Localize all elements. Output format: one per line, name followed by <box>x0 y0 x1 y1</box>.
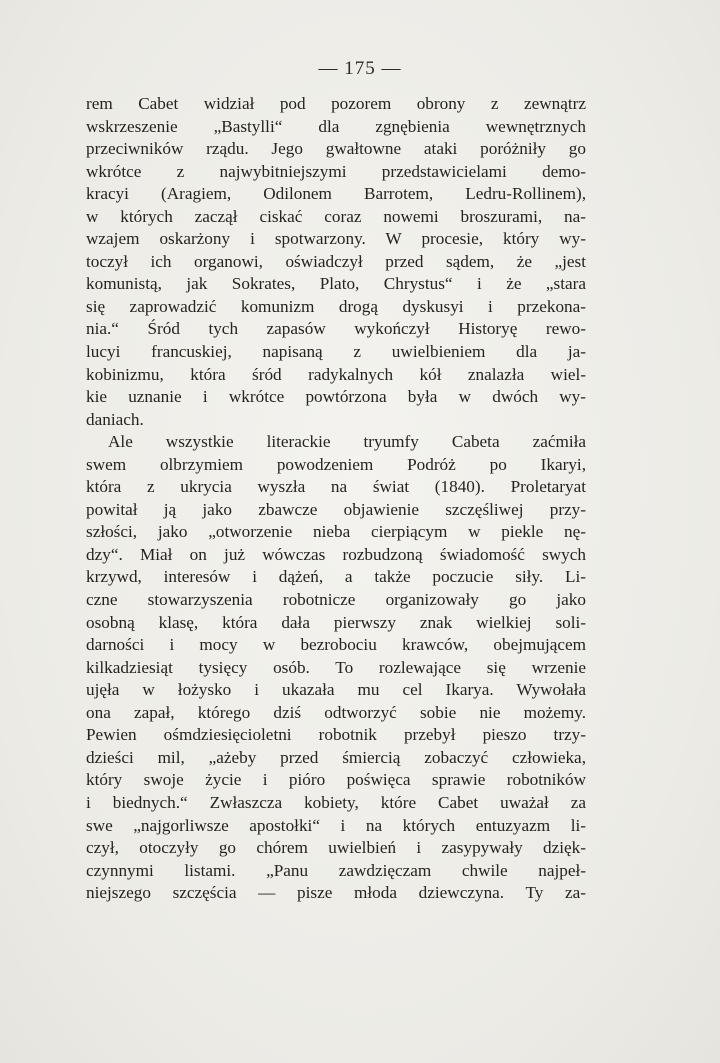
text-line: czył, otoczyły go chórem uwielbień i zasypywały dzięk- <box>86 838 586 858</box>
text-line: szłości, jako „otworzenie nieba cierpiącym w piekle nę- <box>86 522 586 542</box>
text-line: który swoje życie i pióro poświęca sprawie robotników <box>86 770 586 790</box>
text-line: daniach. <box>86 409 144 429</box>
text-line: ona zapał, którego dziś odtworzyć sobie nie możemy. <box>86 702 586 722</box>
text-line: kracyi (Aragiem, Odilonem Barrotem, Ledru-Rollinem), <box>86 184 586 204</box>
text-line: swem olbrzymiem powodzeniem Podróż po Ikaryi, <box>86 454 586 474</box>
text-line: dzieści mil, „ażeby przed śmiercią zobaczyć człowieka, <box>86 747 586 767</box>
text-line: niejszego szczęścia — pisze młoda dziewczyna. Ty za- <box>86 883 586 903</box>
text-line: swe „najgorliwsze apostołki“ i na których entuzyazm li- <box>86 815 586 835</box>
text-line: powitał ją jako zbawcze objawienie szczęśliwej przy- <box>86 499 586 519</box>
text-line: czynnymi listami. „Panu zawdzięczam chwile najpeł- <box>86 860 586 880</box>
text-line: osobną klasę, która dała pierwszy znak wielkiej soli- <box>86 612 586 632</box>
text-line: kie uznanie i wkrótce powtórzona była w dwóch wy- <box>86 387 586 407</box>
text-line: wkrótce z najwybitniejszymi przedstawicielami demo- <box>86 161 586 181</box>
text-line: wzajem oskarżony i spotwarzony. W procesie, który wy- <box>86 229 586 249</box>
text-line: toczył ich organowi, oświadczył przed sądem, że „jest <box>86 251 586 271</box>
text-line: rem Cabet widział pod pozorem obrony z zewnątrz <box>86 94 586 113</box>
text-line: lucyi francuskiej, napisaną z uwielbieniem dla ja- <box>86 342 586 362</box>
body-text <box>86 93 586 905</box>
text-line: i biednych.“ Zwłaszcza kobiety, które Cabet uważał za <box>86 792 586 812</box>
text-line: komunistą, jak Sokrates, Plato, Chrystus“ i że „stara <box>86 274 586 294</box>
text-line: darności i mocy w bezrobociu krawców, obejmującem <box>86 635 586 655</box>
text-line: w których zaczął ciskać coraz nowemi broszurami, na- <box>86 206 586 226</box>
text-line: Ale wszystkie literackie tryumfy Cabeta zaćmiła <box>108 432 586 452</box>
text-line: ujęła w łożysko i ukazała mu cel Ikarya. Wywołała <box>86 680 586 700</box>
text-line: wskrzeszenie „Bastylli“ dla zgnębienia wewnętrznych <box>86 116 586 136</box>
text-line: Pewien ośmdziesięcioletni robotnik przebył pieszo trzy- <box>86 725 586 745</box>
text-line: kilkadziesiąt tysięcy osób. To rozlewające się wrzenie <box>86 657 586 677</box>
text-line: kobinizmu, która śród radykalnych kół znalazła wiel- <box>86 364 586 384</box>
text-line: przeciwników rządu. Jego gwałtowne ataki poróżniły go <box>86 139 586 159</box>
page-number: — 175 — <box>318 58 402 79</box>
text-line: dzy“. Miał on już wówczas rozbudzoną świadomość swych <box>86 544 586 564</box>
text-line: krzywd, interesów i dążeń, a także poczucie siły. Li- <box>86 567 586 587</box>
text-line: nia.“ Śród tych zapasów wykończył Historyę rewo- <box>86 319 586 339</box>
text-line: czne stowarzyszenia robotnicze organizowały go jako <box>86 590 586 610</box>
text-line: która z ukrycia wyszła na świat (1840). Proletaryat <box>86 477 586 497</box>
text-line: się zaprowadzić komunizm drogą dyskusyi i przekona- <box>86 296 586 316</box>
